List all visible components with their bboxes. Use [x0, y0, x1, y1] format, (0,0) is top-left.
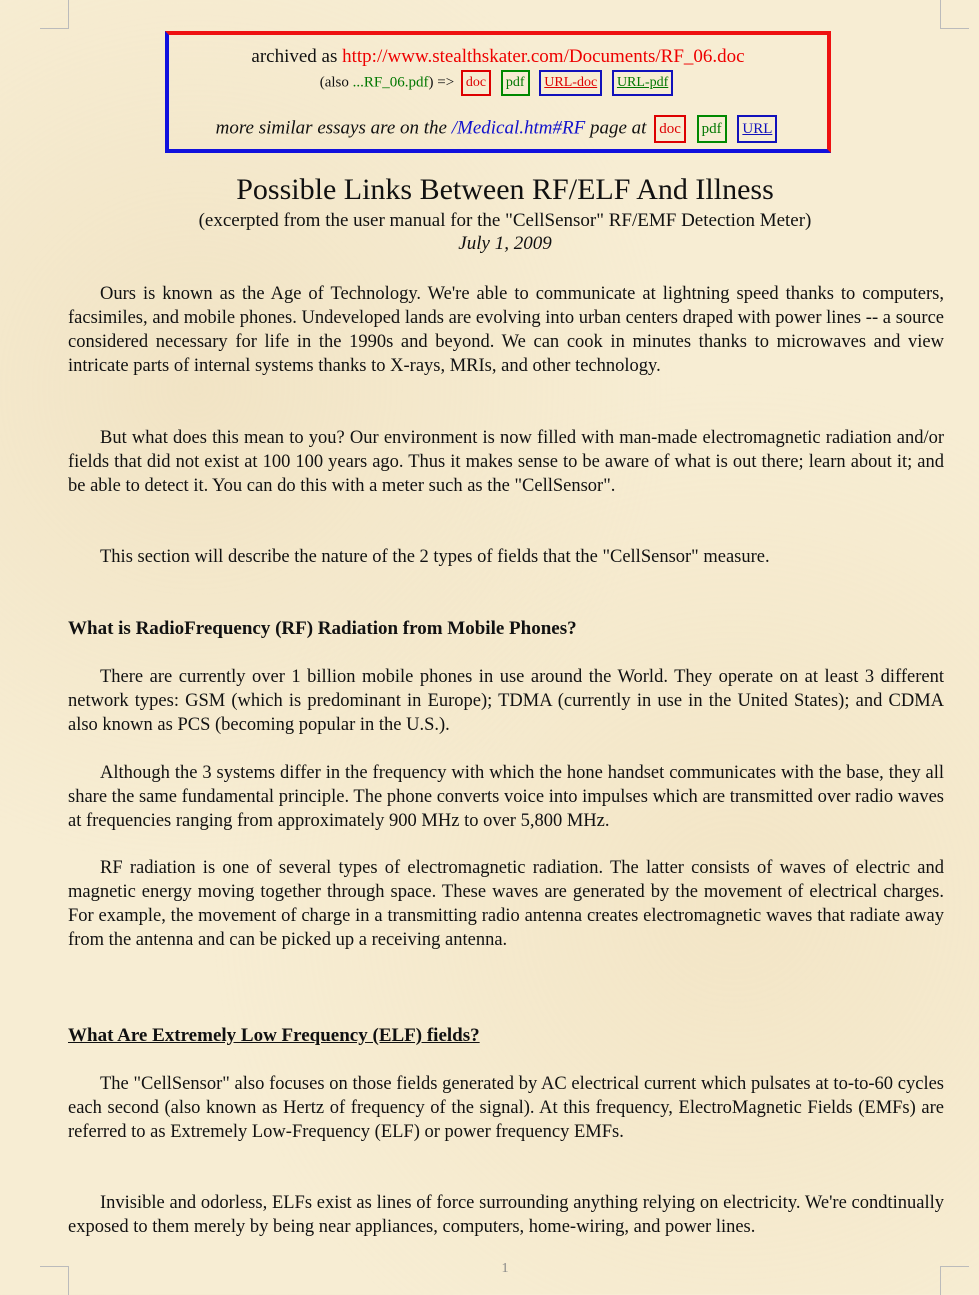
archive-prefix: archived as [251, 46, 338, 67]
crop-mark-top-left [40, 0, 69, 29]
paragraph: This section will describe the nature of the 2 types of fields that the "CellSensor" measure. [100, 547, 770, 567]
url-pdf-button[interactable]: URL-pdf [612, 70, 673, 96]
paragraph: Invisible and odorless, ELFs exist as lines of force surrounding anything relying on electricity. We're condtinually exposed to them merely by being near appliances, computers, home-wiring, and power lines. [68, 1193, 944, 1237]
medical-page-link[interactable]: /Medical.htm#RF [451, 117, 586, 139]
crop-mark-top-right [940, 0, 969, 29]
archive-url-link[interactable]: http://www.stealthskater.com/Documents/RF_06.doc [342, 46, 745, 67]
also-file: ...RF_06.pdf [352, 74, 429, 91]
paragraph: RF radiation is one of several types of electromagnetic radiation. The latter consists of waves of electric and magnetic energy moving together through space. These waves are generated by the movement of electrical charges. For example, the movement of charge in a transmitting radio antenna creates electromagnetic waves that radiate away from the antenna and can be picked up a receiving antenna. [68, 858, 944, 950]
paragraph: But what does this mean to you? Our environment is now filled with man-made electromagnetic radiation and/or fields that did not exist at 100 100 years ago. Thus it makes sense to be aware of what is out there; learn about it; and be able to detect it. You can do this with a meter such as the "CellSensor". [68, 428, 944, 496]
more-prefix: more similar essays are on the [215, 117, 447, 139]
more-url-button[interactable]: URL [737, 115, 777, 143]
section-heading-rf: What is RadioFrequency (RF) Radiation from Mobile Phones? [68, 618, 577, 639]
document-date: July 1, 2009 [458, 233, 552, 254]
paragraph: Ours is known as the Age of Technology. We're able to communicate at lightning speed thanks to computers, facsimiles, and mobile phones. Undeveloped lands are evolving into urban centers draped with power lines -- a source considered necessary for life in the 1990s and beyond. We can cook in minutes thanks to microwaves and view intricate parts of internal systems thanks to X-rays, MRIs, and other technology. [68, 284, 944, 376]
more-doc-button[interactable]: doc [654, 115, 686, 143]
archive-line [169, 46, 827, 68]
more-essays-line [169, 115, 827, 143]
paragraph: Although the 3 systems differ in the frequency with which the hone handset communicates with the base, they all share the same fundamental principle. The phone converts voice into impulses which are transmitted over radio waves at frequencies ranging from approximately 900 MHz to over 5,800 MHz. [68, 763, 944, 831]
also-close: ) => [428, 74, 455, 91]
document-subtitle: (excerpted from the user manual for the "CellSensor" RF/EMF Detection Meter) [198, 210, 812, 231]
also-open: (also [319, 74, 349, 91]
paragraph: The "CellSensor" also focuses on those fields generated by AC electrical current which pulsates at to-to-60 cycles each second (also known as Hertz of frequency of the signal). At this frequency, ElectroMagnetic Fields (EMFs) are referred to as Extremely Low-Frequency (ELF) or power frequency EMFs. [68, 1074, 944, 1142]
archive-notice-box [165, 31, 831, 153]
doc-button[interactable]: doc [461, 70, 491, 96]
pdf-button[interactable]: pdf [501, 70, 530, 96]
document-title: Possible Links Between RF/ELF And Illness [236, 173, 774, 206]
page-number: 1 [501, 1261, 509, 1276]
more-mid: page at [589, 117, 647, 139]
section-heading-elf: What Are Extremely Low Frequency (ELF) fields? [68, 1025, 480, 1046]
also-formats-line [169, 70, 827, 96]
paragraph: There are currently over 1 billion mobile phones in use around the World. They operate on at least 3 different network types: GSM (which is predominant in Europe); TDMA (currently in use in the United States); and CDMA also known as PCS (becoming popular in the U.S.). [68, 667, 944, 735]
more-pdf-button[interactable]: pdf [697, 115, 727, 143]
url-doc-button[interactable]: URL-doc [539, 70, 602, 96]
